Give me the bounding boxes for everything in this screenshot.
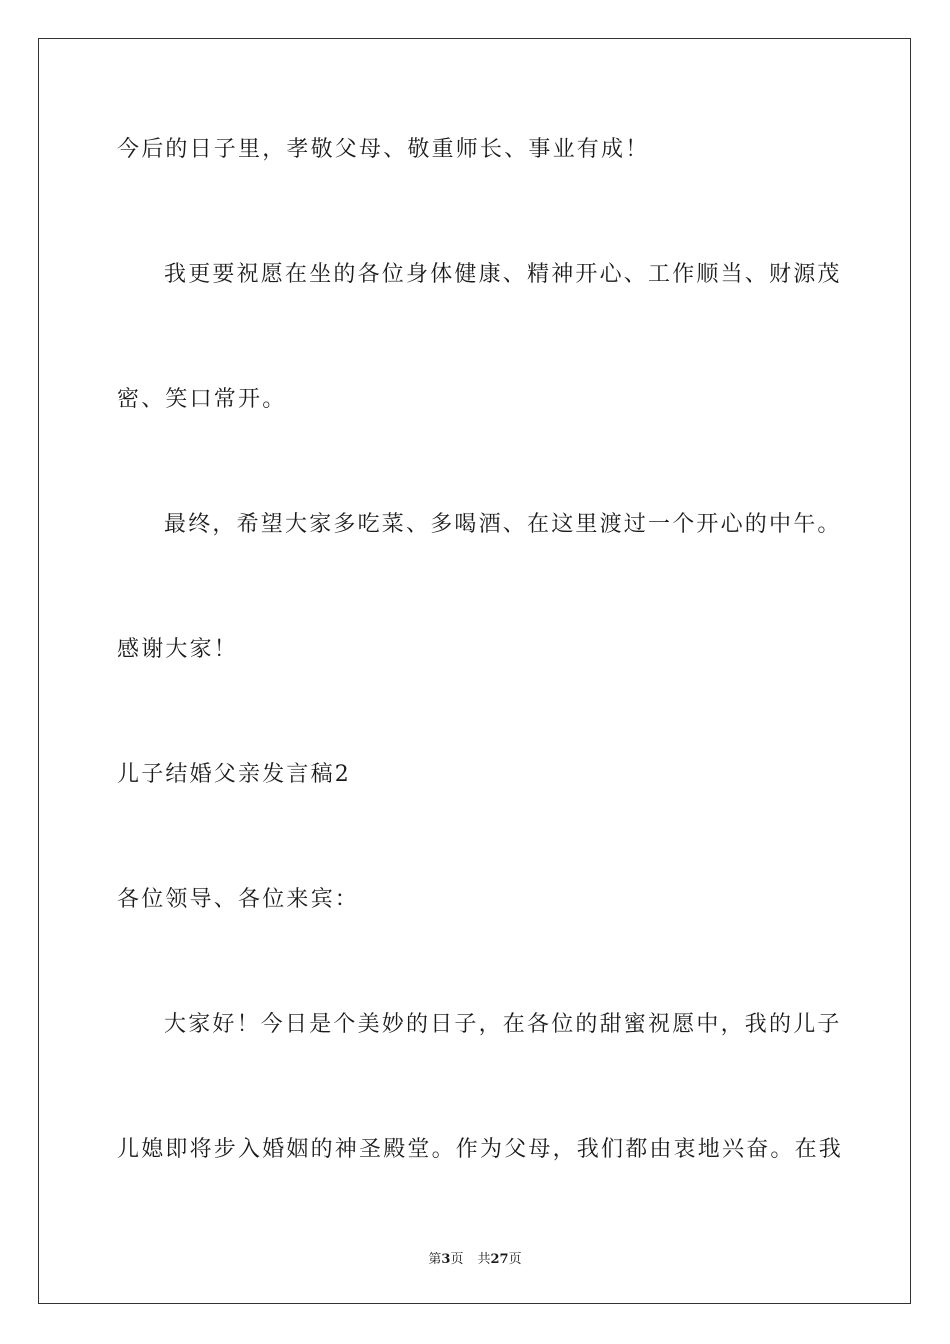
body-text-line: 大家好！今日是个美妙的日子，在各位的甜蜜祝愿中，我的儿子	[164, 1012, 842, 1037]
body-text-line: 最终，希望大家多吃菜、多喝酒、在这里渡过一个开心的中午。	[164, 512, 842, 537]
body-text-line: 感谢大家！	[117, 637, 239, 662]
page-suffix: 页	[450, 1252, 464, 1267]
page-prefix: 第	[428, 1252, 442, 1267]
page-footer	[0, 1248, 950, 1267]
total-suffix: 页	[508, 1252, 522, 1267]
body-text-line: 密、笑口常开。	[117, 387, 287, 412]
salutation: 各位领导、各位来宾：	[117, 887, 360, 912]
body-text-line: 今后的日子里，孝敬父母、敬重师长、事业有成！	[117, 137, 650, 162]
section-heading: 儿子结婚父亲发言稿2	[117, 762, 351, 787]
page-border	[38, 38, 911, 1304]
body-text-line: 我更要祝愿在坐的各位身体健康、精神开心、工作顺当、财源茂	[164, 262, 842, 287]
body-text-line: 儿媳即将步入婚姻的神圣殿堂。作为父母，我们都由衷地兴奋。在我	[117, 1137, 844, 1162]
total-prefix: 共	[477, 1252, 491, 1267]
total-pages: 27	[490, 1252, 509, 1267]
page-number: 3	[441, 1252, 451, 1267]
